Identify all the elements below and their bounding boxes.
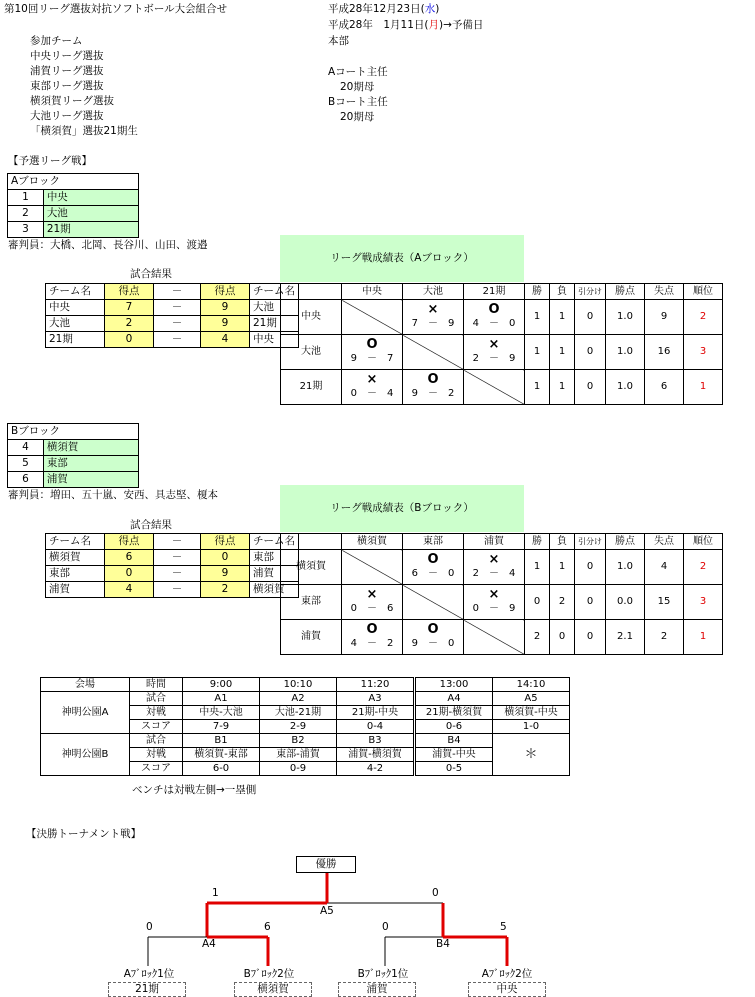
matchup: 中央-大池 <box>183 706 260 720</box>
col-header: 引分け <box>575 284 606 300</box>
col-header: 負 <box>550 284 575 300</box>
game-id: A2 <box>260 692 337 706</box>
col-header: 勝点 <box>606 534 645 550</box>
matchup: 浦賀-横須賀 <box>337 748 415 762</box>
wins: 1 <box>525 550 550 585</box>
col-header: － <box>154 534 201 550</box>
col-header: 21期 <box>464 284 525 300</box>
points: 1.0 <box>606 370 645 405</box>
block-b-results-title: 試合結果 <box>130 519 172 531</box>
game-id: B1 <box>183 734 260 748</box>
win-mark: O <box>366 337 378 352</box>
wins: 1 <box>525 335 550 370</box>
block-b-title: Bブロック <box>8 424 139 440</box>
score-cell: 2 <box>201 582 250 598</box>
win-mark: O <box>427 552 439 567</box>
team-cell: 大池 <box>281 335 342 370</box>
rank: 3 <box>684 335 723 370</box>
match-score: 0 － 6 <box>350 603 394 614</box>
loss-mark: × <box>366 587 378 602</box>
score-cell: 0 <box>105 332 154 348</box>
game-id: A3 <box>337 692 415 706</box>
block-b-standings-title: リーグ戦成績表（Bブロック） <box>280 485 524 532</box>
score-cell: 6 <box>105 550 154 566</box>
match-score: 4 － 0 <box>472 318 516 329</box>
score-cell: 9 <box>201 566 250 582</box>
prelim-section-title: 【予選リーグ戦】 <box>8 155 92 167</box>
col-header: 東部 <box>403 534 464 550</box>
dash-cell: － <box>154 566 201 582</box>
runs-against: 4 <box>645 550 684 585</box>
draws: 0 <box>575 620 606 655</box>
score: 2-9 <box>260 720 337 734</box>
row-label: 試合 <box>130 734 183 748</box>
team-entry: 横須賀リーグ選抜 <box>30 95 114 107</box>
game-id: A4 <box>415 692 493 706</box>
match-score: 0 － 9 <box>472 603 516 614</box>
losses: 1 <box>550 335 575 370</box>
row-label: 対戦 <box>130 748 183 762</box>
team-cell: 21期 <box>250 316 299 332</box>
block-a-title: Aブロック <box>8 174 139 190</box>
runs-against: 9 <box>645 300 684 335</box>
seed-team: 横須賀 <box>234 982 312 997</box>
row-label: 試合 <box>130 692 183 706</box>
col-header: 失点 <box>645 284 684 300</box>
losses: 0 <box>550 620 575 655</box>
teams-label: 参加チーム <box>30 35 83 47</box>
time-slot: 11:20 <box>337 678 415 692</box>
semi2-score-right: 5 <box>500 921 507 933</box>
team-entry: 大池リーグ選抜 <box>30 110 104 122</box>
win-mark: O <box>427 372 439 387</box>
score: 0-6 <box>415 720 493 734</box>
score: 1-0 <box>493 720 570 734</box>
col-header: 引分け <box>575 534 606 550</box>
seed-label: Bﾌﾞﾛｯｸ2位 <box>243 968 295 980</box>
dash-cell: － <box>154 332 201 348</box>
match-score: 9 － 7 <box>350 353 394 364</box>
score-cell: 7 <box>105 300 154 316</box>
team-cell: 浦賀 <box>46 582 105 598</box>
score: 4-2 <box>337 762 415 776</box>
runs-against: 6 <box>645 370 684 405</box>
rank: 1 <box>684 370 723 405</box>
time-slot: 13:00 <box>415 678 493 692</box>
seed-label: Bﾌﾞﾛｯｸ1位 <box>357 968 409 980</box>
final-score-right: 0 <box>432 887 439 899</box>
score-cell: 0 <box>201 550 250 566</box>
col-header: 失点 <box>645 534 684 550</box>
team-cell: 中央 <box>250 332 299 348</box>
champion-box: 優勝 <box>296 856 356 873</box>
col-header: 勝 <box>525 284 550 300</box>
team-cell: 横須賀 <box>281 550 342 585</box>
wins: 2 <box>525 620 550 655</box>
points: 1.0 <box>606 550 645 585</box>
col-header: 得点 <box>105 534 154 550</box>
final-game-id: A5 <box>320 905 334 917</box>
court-a-label: Aコート主任 <box>328 66 388 78</box>
points: 2.1 <box>606 620 645 655</box>
draws: 0 <box>575 335 606 370</box>
win-mark: O <box>488 302 500 317</box>
rank: 2 <box>684 300 723 335</box>
venue-header: 会場 <box>41 678 130 692</box>
team-cell: 中央 <box>46 300 105 316</box>
team-cell: 中央 <box>281 300 342 335</box>
loss-mark: × <box>488 337 500 352</box>
game-id: B4 <box>415 734 493 748</box>
col-header: 勝 <box>525 534 550 550</box>
draws: 0 <box>575 585 606 620</box>
time-header: 時間 <box>130 678 183 692</box>
team-cell: 大池 <box>46 316 105 332</box>
team-name: 横須賀 <box>43 440 138 456</box>
points: 0.0 <box>606 585 645 620</box>
match-score: 9 － 2 <box>411 388 455 399</box>
match-score: 2 － 4 <box>472 568 516 579</box>
seed-team: 中央 <box>468 982 546 997</box>
team-name: 中央 <box>43 190 138 206</box>
hq-label: 本部 <box>328 35 349 47</box>
seed-label: Aﾌﾞﾛｯｸ1位 <box>123 968 175 980</box>
matchup: 東部-浦賀 <box>260 748 337 762</box>
runs-against: 2 <box>645 620 684 655</box>
court-a-value: 20期母 <box>340 81 375 93</box>
rank: 3 <box>684 585 723 620</box>
match-score: 7 － 9 <box>411 318 455 329</box>
win-mark: O <box>366 622 378 637</box>
game-id: A1 <box>183 692 260 706</box>
col-header: 横須賀 <box>342 534 403 550</box>
match-score: 0 － 4 <box>350 388 394 399</box>
col-header: チーム名 <box>250 534 299 550</box>
time-slot: 14:10 <box>493 678 570 692</box>
wins: 1 <box>525 370 550 405</box>
loss-mark: × <box>366 372 378 387</box>
score-cell: 4 <box>105 582 154 598</box>
venue-name: 神明公園B <box>41 734 130 776</box>
seed-label: Aﾌﾞﾛｯｸ2位 <box>481 968 533 980</box>
team-no: 2 <box>8 206 44 222</box>
team-no: 4 <box>8 440 44 456</box>
row-label: 対戦 <box>130 706 183 720</box>
draws: 0 <box>575 370 606 405</box>
row-label: スコア <box>130 720 183 734</box>
team-no: 1 <box>8 190 44 206</box>
team-name: 21期 <box>43 222 138 238</box>
col-header: 得点 <box>201 534 250 550</box>
col-header: 勝点 <box>606 284 645 300</box>
team-cell: 大池 <box>250 300 299 316</box>
row-label: スコア <box>130 762 183 776</box>
semi1-score-left: 0 <box>146 921 153 933</box>
semi1-score-right: 6 <box>264 921 271 933</box>
team-entry: 浦賀リーグ選抜 <box>30 65 104 77</box>
draws: 0 <box>575 300 606 335</box>
block-b-umpires: 審判員：増田、五十嵐、安西、具志堅、榎本 <box>8 489 218 501</box>
score: 6-0 <box>183 762 260 776</box>
dash-cell: － <box>154 316 201 332</box>
col-header: 浦賀 <box>464 534 525 550</box>
loss-mark: × <box>427 302 439 317</box>
page-title: 第10回リーグ選抜対抗ソフトボール大会組合せ <box>4 3 228 15</box>
court-b-value: 20期母 <box>340 111 375 123</box>
score: 0-5 <box>415 762 493 776</box>
runs-against: 15 <box>645 585 684 620</box>
semi2-game-id: B4 <box>436 938 450 950</box>
team-name: 大池 <box>43 206 138 222</box>
col-header: 負 <box>550 534 575 550</box>
col-header: 得点 <box>105 284 154 300</box>
score: 7-9 <box>183 720 260 734</box>
loss-mark: × <box>488 552 500 567</box>
team-name: 東部 <box>43 456 138 472</box>
final-score-left: 1 <box>212 887 219 899</box>
col-header: 順位 <box>684 284 723 300</box>
match-score: 4 － 2 <box>350 638 394 649</box>
matchup: 横須賀-中央 <box>493 706 570 720</box>
rank: 2 <box>684 550 723 585</box>
rank: 1 <box>684 620 723 655</box>
points: 1.0 <box>606 300 645 335</box>
block-a-results-title: 試合結果 <box>130 268 172 280</box>
venue-name: 神明公園A <box>41 692 130 734</box>
court-b-label: Bコート主任 <box>328 96 388 108</box>
losses: 1 <box>550 550 575 585</box>
game-id: B2 <box>260 734 337 748</box>
game-id: B3 <box>337 734 415 748</box>
time-slot: 9:00 <box>183 678 260 692</box>
score-cell: 0 <box>105 566 154 582</box>
score-cell: 9 <box>201 300 250 316</box>
time-slot: 10:10 <box>260 678 337 692</box>
loss-mark: × <box>488 587 500 602</box>
team-cell: 21期 <box>281 370 342 405</box>
matchup: 浦賀-中央 <box>415 748 493 762</box>
points: 1.0 <box>606 335 645 370</box>
runs-against: 16 <box>645 335 684 370</box>
dash-cell: － <box>154 582 201 598</box>
matchup: 横須賀-東部 <box>183 748 260 762</box>
col-header: 中央 <box>342 284 403 300</box>
score-cell: 2 <box>105 316 154 332</box>
score-cell: 9 <box>201 316 250 332</box>
col-header: 順位 <box>684 534 723 550</box>
date-backup: 平成28年 1月11日(月)→予備日 <box>328 19 484 31</box>
game-id: A5 <box>493 692 570 706</box>
col-header: 得点 <box>201 284 250 300</box>
score: 0-9 <box>260 762 337 776</box>
seed-team: 21期 <box>108 982 186 997</box>
team-name: 浦賀 <box>43 472 138 488</box>
empty-slot: ＊ <box>493 734 570 776</box>
team-entry: 東部リーグ選抜 <box>30 80 104 92</box>
win-mark: O <box>427 622 439 637</box>
team-cell: 21期 <box>46 332 105 348</box>
team-cell: 浦賀 <box>281 620 342 655</box>
col-header: － <box>154 284 201 300</box>
team-no: 6 <box>8 472 44 488</box>
team-cell: 東部 <box>281 585 342 620</box>
col-header: チーム名 <box>250 284 299 300</box>
match-score: 6 － 0 <box>411 568 455 579</box>
wins: 0 <box>525 585 550 620</box>
final-section-title: 【決勝トーナメント戦】 <box>26 828 142 840</box>
matchup: 21期-中央 <box>337 706 415 720</box>
block-a-umpires: 審判員：大橋、北岡、長谷川、山田、渡邉 <box>8 239 208 251</box>
matchup: 大池-21期 <box>260 706 337 720</box>
wins: 1 <box>525 300 550 335</box>
match-score: 2 － 9 <box>472 353 516 364</box>
team-no: 5 <box>8 456 44 472</box>
dash-cell: － <box>154 550 201 566</box>
matchup: 21期-横須賀 <box>415 706 493 720</box>
team-no: 3 <box>8 222 44 238</box>
dash-cell: － <box>154 300 201 316</box>
team-cell: 東部 <box>250 550 299 566</box>
score: 0-4 <box>337 720 415 734</box>
team-cell: 横須賀 <box>250 582 299 598</box>
col-header: チーム名 <box>46 534 105 550</box>
col-header: チーム名 <box>46 284 105 300</box>
bench-note: ベンチは対戦左側→一塁側 <box>132 784 257 796</box>
date-primary: 平成28年12月23日(水) <box>328 3 440 15</box>
col-header: 大池 <box>403 284 464 300</box>
team-cell: 東部 <box>46 566 105 582</box>
team-entry: 「横須賀」選抜21期生 <box>30 125 138 137</box>
match-score: 9 － 0 <box>411 638 455 649</box>
score-cell: 4 <box>201 332 250 348</box>
team-entry: 中央リーグ選抜 <box>30 50 104 62</box>
draws: 0 <box>575 550 606 585</box>
losses: 1 <box>550 300 575 335</box>
block-a-standings-title: リーグ戦成績表（Aブロック） <box>280 235 524 282</box>
losses: 2 <box>550 585 575 620</box>
seed-team: 浦賀 <box>338 982 416 997</box>
losses: 1 <box>550 370 575 405</box>
team-cell: 横須賀 <box>46 550 105 566</box>
semi2-score-left: 0 <box>382 921 389 933</box>
team-cell: 浦賀 <box>250 566 299 582</box>
semi1-game-id: A4 <box>202 938 216 950</box>
